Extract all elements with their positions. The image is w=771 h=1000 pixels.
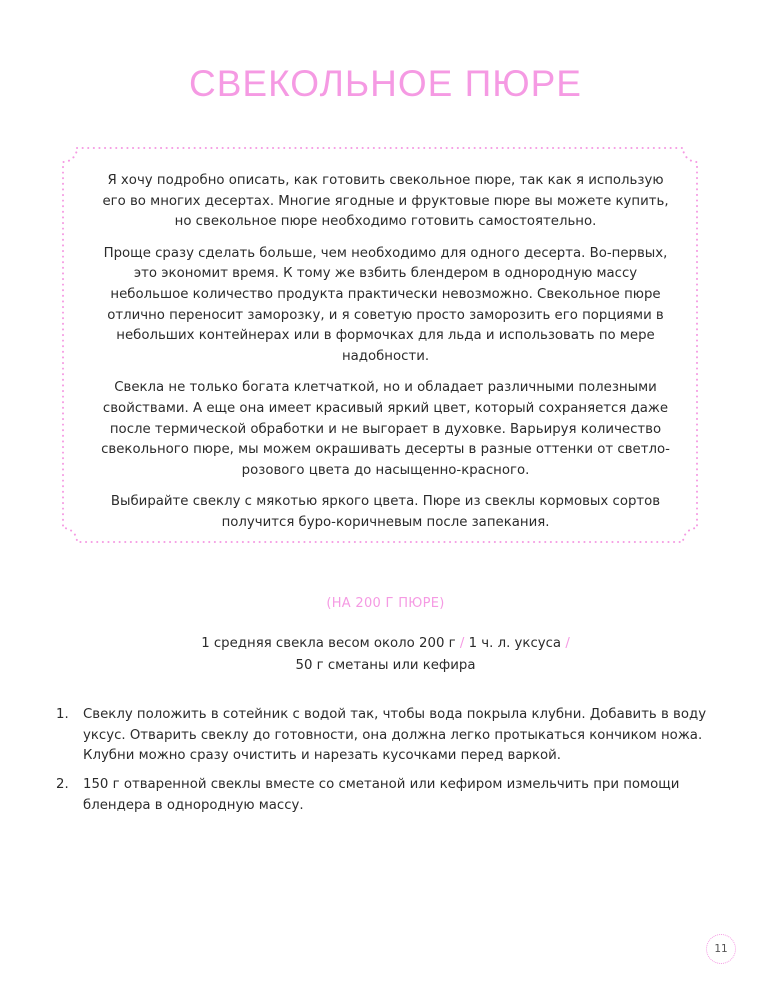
ingredient: 1 средняя свекла весом около 200 г [201, 636, 456, 651]
page-title: СВЕКОЛЬНОЕ ПЮРЕ [189, 63, 582, 104]
step-text: Свеклу положить в сотейник с водой так, чтобы вода покрыла клубни. Добавить в воду уксус. Отварить свеклу до готовности, она должна легко протыкаться кончиком ножа. Клубни можно сразу очистить и нарезать кусочками перед варкой. [83, 707, 707, 764]
ingredient-separator: / [565, 636, 570, 651]
intro-paragraph: Свекла не только богата клетчаткой, но и обладает различными полезными свойствами. А еще она имеет красивый яркий цвет, который сохраняется даже после термической обработки и не выгорает в духовке. Варьируя количество свекольного пюре, мы можем окрашивать десерты в разные оттенки от светло-розового цвета до насыщенно-красного. [101, 380, 670, 479]
ingredient: 50 г сметаны или кефира [295, 658, 476, 673]
page-number: 11 [706, 934, 736, 964]
ingredient: 1 ч. л. уксуса [468, 636, 562, 651]
step-item [56, 705, 716, 767]
ingredients-list [110, 633, 661, 677]
intro-paragraph: Проще сразу сделать больше, чем необходимо для одного десерта. Во-первых, это экономит время. К тому же взбить блендером в однородную массу небольшое количество продукта практически невозможно. Свекольное пюре отлично переносит заморозку, и я советую просто заморозить его порциями в небольших контейнерах или в формочках для льда и использовать по мере надобности. [103, 245, 668, 365]
step-number: 2. [56, 777, 69, 793]
step-number: 1. [56, 707, 69, 722]
ingredient-separator: / [459, 636, 465, 651]
intro-text [100, 171, 671, 544]
intro-paragraph: Я хочу подробно описать, как готовить свекольное пюре, так как я использую его во многих десертах. Многие ягодные и фруктовые пюре вы можете купить, но свекольное пюре необходимо готовить самостоятельно. [102, 173, 669, 230]
step-item [56, 775, 716, 816]
step-text: 150 г отваренной свеклы вместе со сметаной или кефиром измельчить при помощи блендера в однородную массу. [83, 777, 680, 813]
intro-paragraph: Выбирайте свеклу с мякотью яркого цвета. Пюре из свеклы кормовых сортов получится буро-коричневым после запекания. [110, 494, 661, 531]
steps-list [56, 705, 716, 825]
portion-label: (НА 200 Г ПЮРЕ) [326, 596, 445, 611]
